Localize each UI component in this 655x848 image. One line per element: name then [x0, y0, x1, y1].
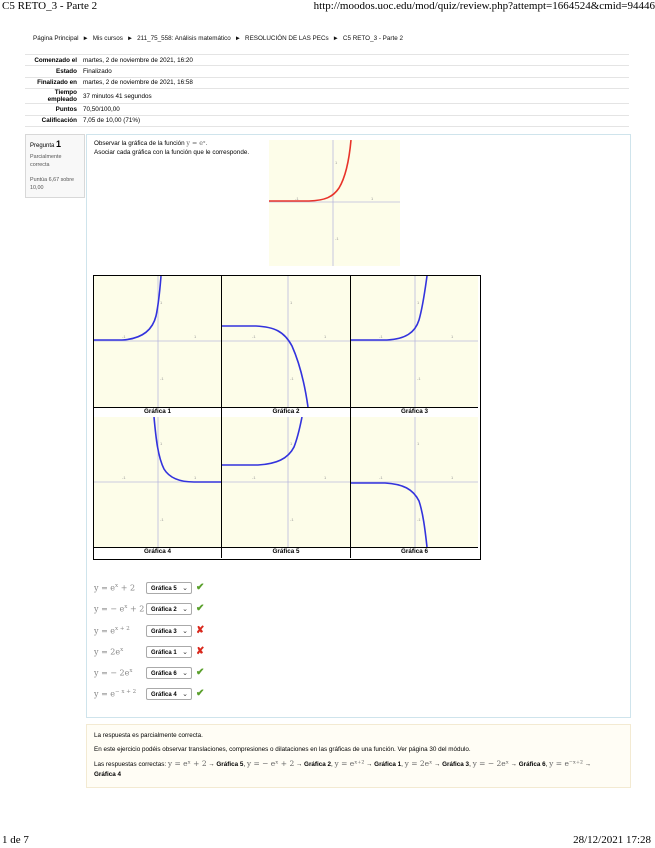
print-url: http://moodos.uoc.edu/mod/quiz/review.php?attempt=1664524&cmid=94446: [313, 0, 655, 12]
right-answer-graph: Gráfica 4: [94, 771, 121, 778]
answer-select[interactable]: [146, 646, 192, 658]
answer-row: [94, 667, 224, 681]
breadcrumb-sep: ►: [234, 35, 242, 42]
breadcrumb-sep: ►: [332, 35, 339, 42]
summary-label: Finalizado en: [25, 77, 83, 88]
breadcrumb-item-course[interactable]: 211_75_558: Análisis matemático: [137, 35, 231, 42]
right-answer-function: y = − eˣ + 2: [246, 759, 295, 768]
answer-select[interactable]: [146, 582, 192, 594]
function-base: y = e: [94, 689, 116, 699]
question-number-value: 1: [56, 139, 62, 149]
summary-label: Tiempo empleado: [25, 89, 83, 104]
incorrect-icon: ✘: [196, 625, 205, 636]
answer-select[interactable]: [146, 667, 192, 679]
answer-select[interactable]: [146, 603, 192, 615]
tick-label: 1: [290, 441, 293, 446]
chevron-down-icon: ⌄: [182, 628, 188, 635]
summary-label: Comenzado el: [25, 55, 83, 66]
summary-row: [25, 104, 629, 115]
arrow-icon: →: [208, 761, 215, 768]
tick-label: 1: [451, 334, 454, 339]
answer-function: [94, 583, 135, 593]
arrow-icon: →: [584, 761, 592, 768]
right-answer-function: y = eˣ⁺²: [334, 759, 365, 768]
tick-label: -1: [122, 475, 126, 480]
feedback-specific: En este ejercicio podéis observar translaciones, compresiones o dilataciones en las gráficas de una función. Ver página 30 del módulo.: [94, 746, 471, 753]
print-title: C5 RETO_3 - Parte 2: [2, 0, 98, 12]
chevron-down-icon: ⌄: [182, 691, 188, 698]
tick-label: 1: [290, 300, 293, 305]
question-grade: Puntúa 6,67 sobre 10,00: [30, 177, 75, 191]
graph-caption: Gráfica 3: [351, 407, 478, 417]
right-answer-graph: Gráfica 3: [442, 761, 470, 768]
tick-label: 1: [324, 334, 327, 339]
tick-label: 1: [160, 441, 163, 446]
function-base: y = e: [94, 626, 116, 636]
function-exponent: − x + 2: [115, 689, 137, 695]
summary-row: [25, 55, 629, 66]
grid-divider: [350, 276, 351, 558]
answer-select[interactable]: [146, 688, 192, 700]
summary-label: Calificación: [25, 115, 83, 126]
answer-function: [94, 604, 144, 614]
summary-row: [25, 89, 629, 104]
summary-value: 37 minutos 41 segundos: [83, 89, 629, 104]
answer-row: [94, 582, 224, 596]
incorrect-icon: ✘: [196, 646, 205, 657]
graph-6: [351, 417, 478, 547]
question-number: [30, 139, 61, 149]
grid-divider: [221, 276, 222, 558]
tick-label: 1: [371, 196, 374, 201]
chevron-down-icon: ⌄: [182, 649, 188, 656]
tick-label: -1: [290, 376, 294, 381]
function-tail: + 2: [118, 583, 136, 593]
function-base: y = − e: [94, 604, 125, 614]
print-footer: [0, 834, 655, 848]
select-value: Gráfica 6: [151, 671, 177, 677]
function-base: y = − 2e: [94, 668, 130, 678]
answer-function: [94, 626, 130, 636]
function-tail: + 2: [127, 604, 145, 614]
question-prompt: [94, 139, 249, 157]
graph-caption: Gráfica 2: [222, 407, 350, 417]
summary-value: 70,50/100,00: [83, 104, 629, 115]
feedback-right-answer: Las respuestas correctas: y = eˣ + 2 → Gráfica 5, y = − eˣ + 2 → Gráfica 2, y = eˣ⁺² → Gráfica 1, y = 2eˣ → Gráfica 3, y = − 2eˣ → Gráfica 6, y = e⁻ˣ⁺² → Gráfica 4: [94, 759, 592, 778]
tick-label: 1: [417, 300, 420, 305]
summary-label: Puntos: [25, 104, 83, 115]
answer-row: [94, 688, 224, 702]
prompt-line-1: [94, 139, 249, 148]
tick-label: 1: [335, 160, 338, 165]
function-exponent: x + 2: [115, 626, 130, 632]
attempt-summary-table: [25, 54, 629, 127]
tick-label: -1: [252, 334, 256, 339]
breadcrumb-item-courses[interactable]: Mis cursos: [92, 35, 123, 42]
summary-row: [25, 115, 629, 126]
tick-label: -1: [417, 517, 421, 522]
arrow-icon: →: [434, 761, 441, 768]
function-exponent: x: [124, 604, 128, 610]
graph-caption: Gráfica 5: [222, 547, 350, 558]
right-answer-graph: Gráfica 2: [304, 761, 331, 768]
select-value: Gráfica 2: [151, 607, 177, 613]
function-base: y = e: [94, 583, 116, 593]
summary-value: martes, 2 de noviembre de 2021, 16:20: [83, 55, 629, 66]
breadcrumb: [33, 35, 403, 42]
tick-label: -1: [417, 376, 421, 381]
plot-background: [222, 276, 350, 407]
arrow-icon: →: [366, 761, 373, 768]
tick-label: -1: [160, 376, 164, 381]
tick-label: -1: [295, 196, 299, 201]
arrow-icon: →: [510, 761, 517, 768]
tick-label: -1: [335, 236, 339, 241]
answer-function: [94, 689, 136, 699]
tick-label: 1: [451, 475, 454, 480]
answer-function: [94, 647, 123, 657]
feedback-general: La respuesta es parcialmente correcta.: [94, 732, 203, 739]
breadcrumb-item-home[interactable]: Página Principal: [33, 35, 79, 42]
feedback-box: [86, 724, 631, 788]
question-info: [25, 134, 85, 198]
summary-value: martes, 2 de noviembre de 2021, 16:58: [83, 77, 629, 88]
summary-row: [25, 66, 629, 77]
graph-caption: Gráfica 4: [94, 547, 221, 558]
tick-label: 1: [194, 334, 197, 339]
correct-icon: ✔: [196, 582, 205, 593]
function-exponent: x: [120, 647, 124, 653]
print-page-number: 1 de 7: [2, 834, 29, 846]
tick-label: 1: [194, 475, 197, 480]
answer-row: [94, 646, 224, 660]
breadcrumb-sep: ►: [126, 35, 134, 42]
plot-background: [269, 140, 400, 266]
tick-label: -1: [252, 475, 256, 480]
chevron-down-icon: ⌄: [182, 606, 188, 613]
question-label: Pregunta: [30, 143, 55, 149]
print-datetime: 28/12/2021 17:28: [573, 834, 651, 846]
tick-label: -1: [379, 334, 383, 339]
graph-caption: Gráfica 1: [94, 407, 221, 417]
chevron-down-icon: ⌄: [182, 585, 188, 592]
prompt-formula: y = eˣ.: [186, 140, 208, 147]
graph-4: [94, 417, 221, 547]
function-base: y = 2e: [94, 647, 121, 657]
summary-value: Finalizado: [83, 66, 629, 77]
function-exponent: x: [129, 668, 133, 674]
right-answer-function: y = 2eˣ: [404, 759, 433, 768]
prompt-text: Observar la gráfica de la función: [94, 140, 185, 147]
summary-label: Estado: [25, 66, 83, 77]
arrow-icon: →: [296, 761, 303, 768]
select-value: Gráfica 4: [151, 692, 177, 698]
tick-label: -1: [160, 517, 164, 522]
chevron-down-icon: ⌄: [182, 670, 188, 677]
right-answer-function: y = − 2eˣ: [472, 759, 509, 768]
breadcrumb-item-quiz[interactable]: C5 RETO_3 - Parte 2: [342, 35, 403, 42]
graph-caption: Gráfica 6: [351, 547, 478, 558]
correct-icon: ✔: [196, 688, 205, 699]
select-value: Gráfica 3: [151, 629, 177, 635]
tick-label: 1: [417, 441, 420, 446]
answer-function: [94, 668, 133, 678]
graph-2: [222, 276, 350, 407]
select-value: Gráfica 1: [151, 650, 177, 656]
tick-label: 1: [160, 300, 163, 305]
tick-label: -1: [122, 334, 126, 339]
summary-row: [25, 77, 629, 88]
correct-icon: ✔: [196, 667, 205, 678]
right-answer-function: y = eˣ + 2: [167, 759, 207, 768]
graph-3: [351, 276, 478, 407]
right-answer-graph: Gráfica 1: [374, 761, 402, 768]
right-answer-prefix: Las respuestas correctas:: [94, 761, 167, 768]
print-header: [0, 0, 655, 12]
graph-5: [222, 417, 350, 547]
tick-label: -1: [290, 517, 294, 522]
answer-select[interactable]: [146, 625, 192, 637]
select-value: Gráfica 5: [151, 586, 177, 592]
tick-label: 1: [324, 475, 327, 480]
plot-background: [351, 276, 478, 407]
summary-value: 7,05 de 10,00 (71%): [83, 115, 629, 126]
function-exponent: x: [115, 583, 119, 589]
plot-background: [94, 276, 221, 407]
answer-row: [94, 625, 224, 639]
right-answer-function: y = e⁻ˣ⁺²: [549, 759, 584, 768]
answer-row: [94, 603, 224, 617]
breadcrumb-item-section[interactable]: RESOLUCIÓN DE LAS PECs: [245, 35, 329, 42]
correct-icon: ✔: [196, 603, 205, 614]
right-answer-graph: Gráfica 5: [216, 761, 244, 768]
question-state: Parcialmente correcta: [30, 154, 62, 168]
tick-label: -1: [379, 475, 383, 480]
reference-plot: [269, 140, 400, 266]
breadcrumb-sep: ►: [82, 35, 89, 42]
graph-1: [94, 276, 221, 407]
prompt-line-2: Asociar cada gráfica con la función que le corresponde.: [94, 149, 250, 156]
right-answer-graph: Gráfica 6: [518, 761, 546, 768]
